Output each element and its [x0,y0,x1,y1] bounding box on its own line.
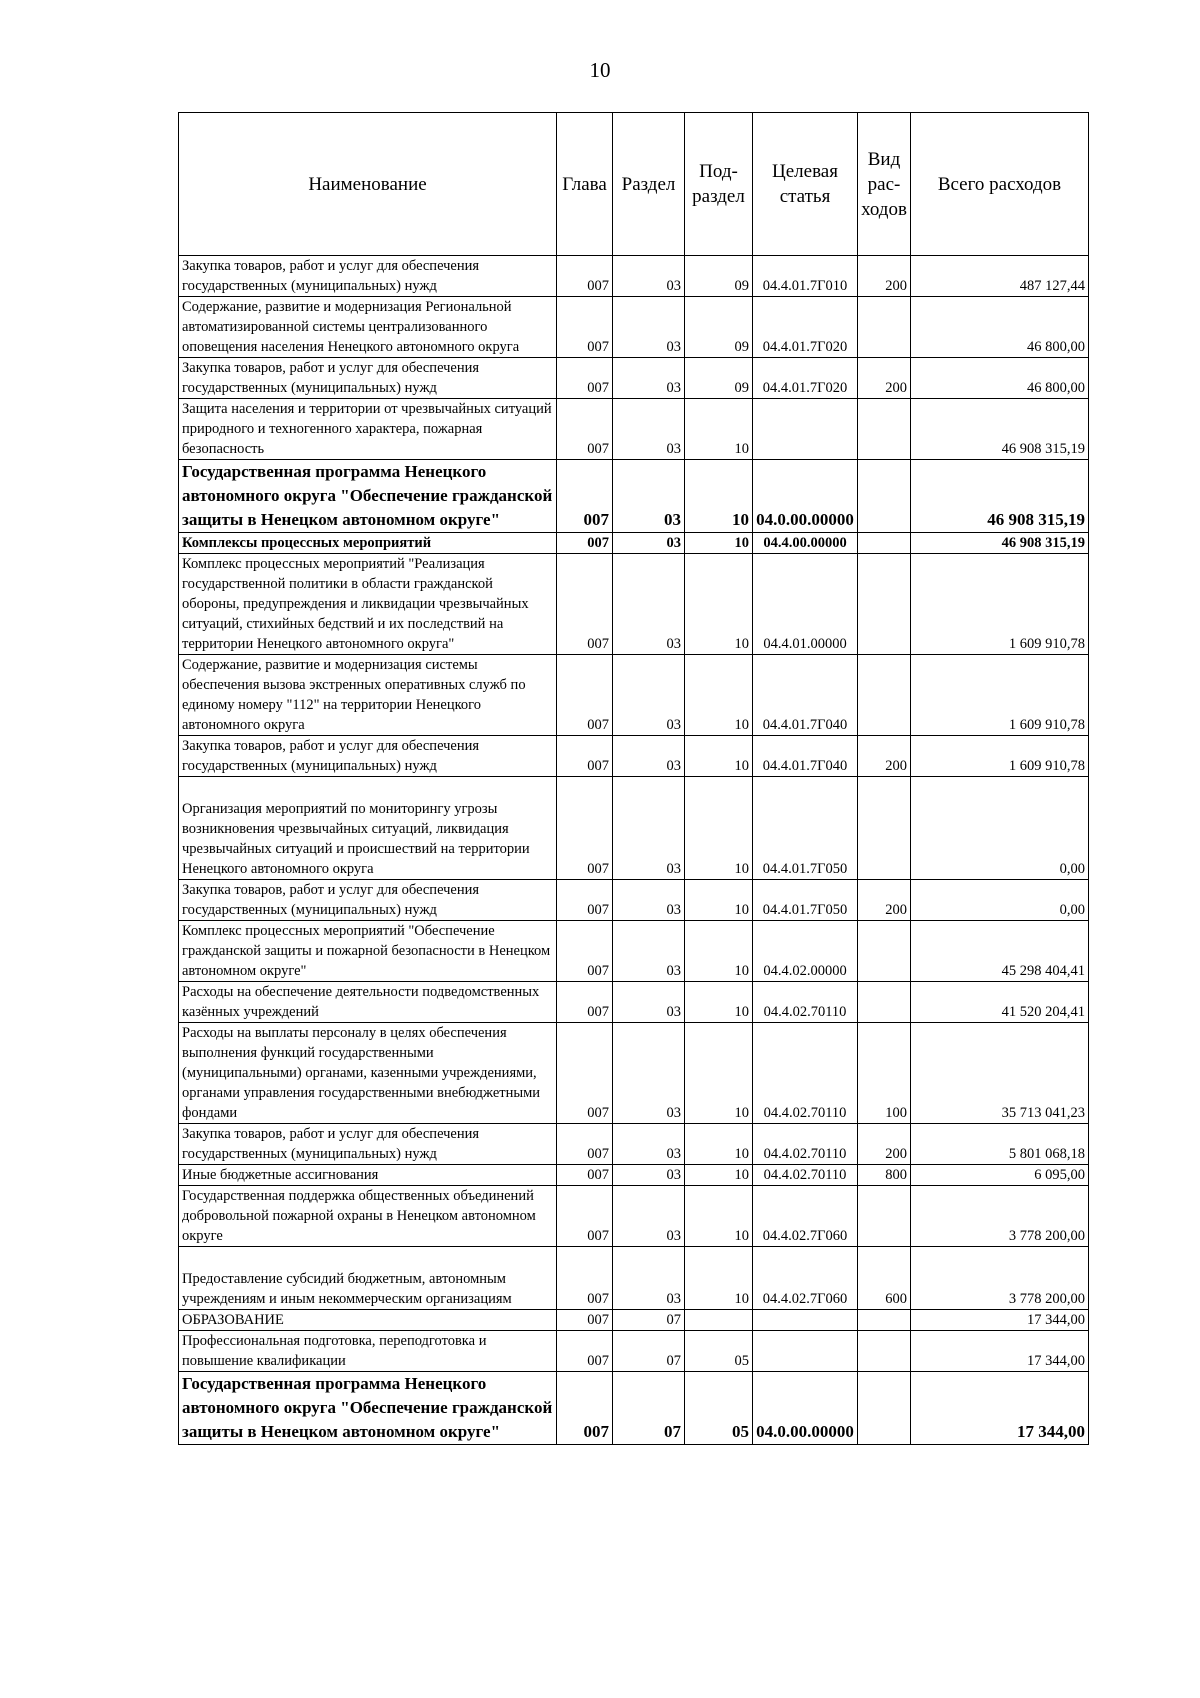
cell-razdel: 03 [613,1247,685,1310]
cell-total: 5 801 068,18 [911,1124,1089,1165]
header-name: Наименование [179,113,557,256]
header-razdel: Раздел [613,113,685,256]
table-row [179,297,1089,358]
cell-podrazdel [685,1310,753,1331]
cell-razdel: 03 [613,399,685,460]
cell-razdel: 03 [613,1186,685,1247]
cell-celevaya: 04.4.01.7Г050 [753,880,858,921]
header-vid: Вид рас- ходов [858,113,911,256]
cell-celevaya: 04.4.01.7Г040 [753,736,858,777]
header-total: Всего расходов [911,113,1089,256]
cell-vid [858,460,911,533]
cell-celevaya: 04.0.00.00000 [753,1372,858,1445]
cell-podrazdel: 10 [685,554,753,655]
cell-razdel: 03 [613,460,685,533]
cell-celevaya: 04.4.02.7Г060 [753,1186,858,1247]
cell-total: 17 344,00 [911,1331,1089,1372]
cell-vid: 800 [858,1165,911,1186]
cell-celevaya [753,399,858,460]
cell-glava: 007 [557,1165,613,1186]
cell-vid [858,1186,911,1247]
cell-podrazdel: 05 [685,1331,753,1372]
cell-total: 41 520 204,41 [911,982,1089,1023]
cell-vid: 200 [858,736,911,777]
cell-podrazdel: 10 [685,1124,753,1165]
cell-podrazdel: 10 [685,655,753,736]
cell-celevaya: 04.4.01.7Г010 [753,256,858,297]
cell-total: 46 800,00 [911,297,1089,358]
cell-glava: 007 [557,1247,613,1310]
table-row [179,655,1089,736]
cell-glava: 007 [557,880,613,921]
cell-total: 17 344,00 [911,1372,1089,1445]
table-row [179,533,1089,554]
table-row [179,1023,1089,1124]
table-row [179,1372,1089,1445]
cell-vid [858,533,911,554]
cell-total: 45 298 404,41 [911,921,1089,982]
cell-celevaya [753,1331,858,1372]
cell-glava: 007 [557,1186,613,1247]
cell-celevaya: 04.4.02.7Г060 [753,1247,858,1310]
cell-glava: 007 [557,1310,613,1331]
cell-name: Государственная поддержка общественных объединений добровольной пожарной охраны в Ненецком автономном округе [179,1186,557,1247]
cell-podrazdel: 10 [685,777,753,880]
cell-name: Государственная программа Ненецкого автономного округа "Обеспечение гражданской защиты в Ненецком автономном округе" [179,460,557,533]
cell-podrazdel: 10 [685,1023,753,1124]
cell-celevaya: 04.4.00.00000 [753,533,858,554]
header-podrazdel: Под- раздел [685,113,753,256]
cell-podrazdel: 10 [685,736,753,777]
cell-celevaya: 04.4.02.00000 [753,921,858,982]
cell-total: 17 344,00 [911,1310,1089,1331]
cell-name: Комплексы процессных мероприятий [179,533,557,554]
header-celevaya: Целевая статья [753,113,858,256]
cell-glava: 007 [557,921,613,982]
cell-name: Организация мероприятий по мониторингу угрозы возникновения чрезвычайных ситуаций, ликвидация чрезвычайных ситуаций и происшествий на территории Ненецкого автономного округа [179,777,557,880]
cell-celevaya: 04.4.01.7Г040 [753,655,858,736]
cell-total: 487 127,44 [911,256,1089,297]
cell-total: 46 800,00 [911,358,1089,399]
cell-celevaya [753,1310,858,1331]
cell-glava: 007 [557,297,613,358]
cell-total: 46 908 315,19 [911,460,1089,533]
cell-razdel: 03 [613,880,685,921]
cell-razdel: 07 [613,1310,685,1331]
table-row [179,1310,1089,1331]
cell-name: Иные бюджетные ассигнования [179,1165,557,1186]
cell-name: Закупка товаров, работ и услуг для обеспечения государственных (муниципальных) нужд [179,736,557,777]
table-row [179,1165,1089,1186]
cell-glava: 007 [557,460,613,533]
cell-name: Комплекс процессных мероприятий "Реализация государственной политики в области гражданской обороны, предупреждения и ликвидации чрезвычайных ситуаций, стихийных бедствий и их последствий на территории Ненецкого автономного округа" [179,554,557,655]
table-header-row [179,113,1089,256]
cell-razdel: 03 [613,358,685,399]
cell-vid: 200 [858,880,911,921]
cell-glava: 007 [557,533,613,554]
cell-name: Защита населения и территории от чрезвычайных ситуаций природного и техногенного характера, пожарная безопасность [179,399,557,460]
cell-razdel: 03 [613,777,685,880]
cell-razdel: 03 [613,297,685,358]
cell-name: ОБРАЗОВАНИЕ [179,1310,557,1331]
cell-total: 35 713 041,23 [911,1023,1089,1124]
cell-podrazdel: 10 [685,533,753,554]
cell-razdel: 03 [613,256,685,297]
cell-podrazdel: 10 [685,921,753,982]
cell-name: Профессиональная подготовка, переподготовка и повышение квалификации [179,1331,557,1372]
cell-podrazdel: 10 [685,399,753,460]
cell-razdel: 03 [613,1023,685,1124]
cell-podrazdel: 09 [685,358,753,399]
cell-razdel: 03 [613,1124,685,1165]
cell-vid: 100 [858,1023,911,1124]
cell-celevaya: 04.4.02.70110 [753,1165,858,1186]
cell-vid [858,297,911,358]
table-row [179,1124,1089,1165]
cell-celevaya: 04.4.01.7Г050 [753,777,858,880]
cell-vid: 600 [858,1247,911,1310]
cell-podrazdel: 10 [685,1186,753,1247]
table-row [179,256,1089,297]
cell-total: 0,00 [911,880,1089,921]
cell-vid [858,554,911,655]
table-row [179,1186,1089,1247]
cell-glava: 007 [557,399,613,460]
cell-glava: 007 [557,1331,613,1372]
page-number: 10 [589,58,611,82]
cell-glava: 007 [557,1124,613,1165]
cell-celevaya: 04.4.01.7Г020 [753,297,858,358]
cell-razdel: 03 [613,921,685,982]
cell-celevaya: 04.4.02.70110 [753,982,858,1023]
table-row [179,399,1089,460]
cell-vid [858,777,911,880]
cell-name: Закупка товаров, работ и услуг для обеспечения государственных (муниципальных) нужд [179,880,557,921]
cell-vid [858,982,911,1023]
cell-total: 6 095,00 [911,1165,1089,1186]
cell-razdel: 03 [613,736,685,777]
cell-name: Государственная программа Ненецкого автономного округа "Обеспечение гражданской защиты в Ненецком автономном округе" [179,1372,557,1445]
cell-podrazdel: 10 [685,982,753,1023]
cell-razdel: 03 [613,533,685,554]
cell-glava: 007 [557,1372,613,1445]
cell-celevaya: 04.0.00.00000 [753,460,858,533]
cell-vid [858,921,911,982]
cell-podrazdel: 05 [685,1372,753,1445]
cell-name: Закупка товаров, работ и услуг для обеспечения государственных (муниципальных) нужд [179,256,557,297]
cell-glava: 007 [557,1023,613,1124]
cell-podrazdel: 10 [685,880,753,921]
cell-razdel: 07 [613,1372,685,1445]
cell-razdel: 07 [613,1331,685,1372]
cell-podrazdel: 10 [685,1247,753,1310]
cell-podrazdel: 09 [685,297,753,358]
cell-name: Предоставление субсидий бюджетным, автономным учреждениям и иным некоммерческим организациям [179,1247,557,1310]
cell-podrazdel: 09 [685,256,753,297]
cell-vid [858,1331,911,1372]
table-row [179,921,1089,982]
table-row [179,777,1089,880]
cell-vid: 200 [858,358,911,399]
cell-glava: 007 [557,777,613,880]
cell-razdel: 03 [613,1165,685,1186]
cell-celevaya: 04.4.01.00000 [753,554,858,655]
cell-glava: 007 [557,358,613,399]
cell-name: Расходы на выплаты персоналу в целях обеспечения выполнения функций государственными (муниципальными) органами, казенными учреждениями, органами управления государственными внебюджетными фондами [179,1023,557,1124]
cell-total: 3 778 200,00 [911,1186,1089,1247]
cell-celevaya: 04.4.01.7Г020 [753,358,858,399]
cell-vid [858,399,911,460]
cell-vid: 200 [858,1124,911,1165]
cell-razdel: 03 [613,655,685,736]
cell-name: Закупка товаров, работ и услуг для обеспечения государственных (муниципальных) нужд [179,1124,557,1165]
table-body [179,256,1089,1445]
cell-vid: 200 [858,256,911,297]
cell-razdel: 03 [613,554,685,655]
cell-glava: 007 [557,655,613,736]
table-row [179,1247,1089,1310]
cell-podrazdel: 10 [685,1165,753,1186]
cell-glava: 007 [557,736,613,777]
cell-vid [858,1372,911,1445]
table-row [179,460,1089,533]
cell-total: 46 908 315,19 [911,399,1089,460]
table-row [179,982,1089,1023]
cell-podrazdel: 10 [685,460,753,533]
cell-name: Закупка товаров, работ и услуг для обеспечения государственных (муниципальных) нужд [179,358,557,399]
table-row [179,1331,1089,1372]
cell-name: Содержание, развитие и модернизация Региональной автоматизированной системы централизованного оповещения населения Ненецкого автономного округа [179,297,557,358]
cell-total: 0,00 [911,777,1089,880]
table-row [179,554,1089,655]
cell-vid [858,655,911,736]
table-row [179,736,1089,777]
cell-glava: 007 [557,256,613,297]
cell-celevaya: 04.4.02.70110 [753,1023,858,1124]
cell-name: Комплекс процессных мероприятий "Обеспечение гражданской защиты и пожарной безопасности в Ненецком автономном округе" [179,921,557,982]
header-glava: Глава [557,113,613,256]
cell-name: Расходы на обеспечение деятельности подведомственных казённых учреждений [179,982,557,1023]
cell-razdel: 03 [613,982,685,1023]
cell-name: Содержание, развитие и модернизация системы обеспечения вызова экстренных оперативных служб по единому номеру "112" на территории Ненецкого автономного округа [179,655,557,736]
cell-total: 3 778 200,00 [911,1247,1089,1310]
cell-glava: 007 [557,554,613,655]
table-row [179,358,1089,399]
cell-vid [858,1310,911,1331]
budget-table [178,112,1089,1445]
cell-total: 1 609 910,78 [911,554,1089,655]
table-row [179,880,1089,921]
cell-total: 46 908 315,19 [911,533,1089,554]
cell-total: 1 609 910,78 [911,736,1089,777]
cell-celevaya: 04.4.02.70110 [753,1124,858,1165]
cell-total: 1 609 910,78 [911,655,1089,736]
cell-glava: 007 [557,982,613,1023]
